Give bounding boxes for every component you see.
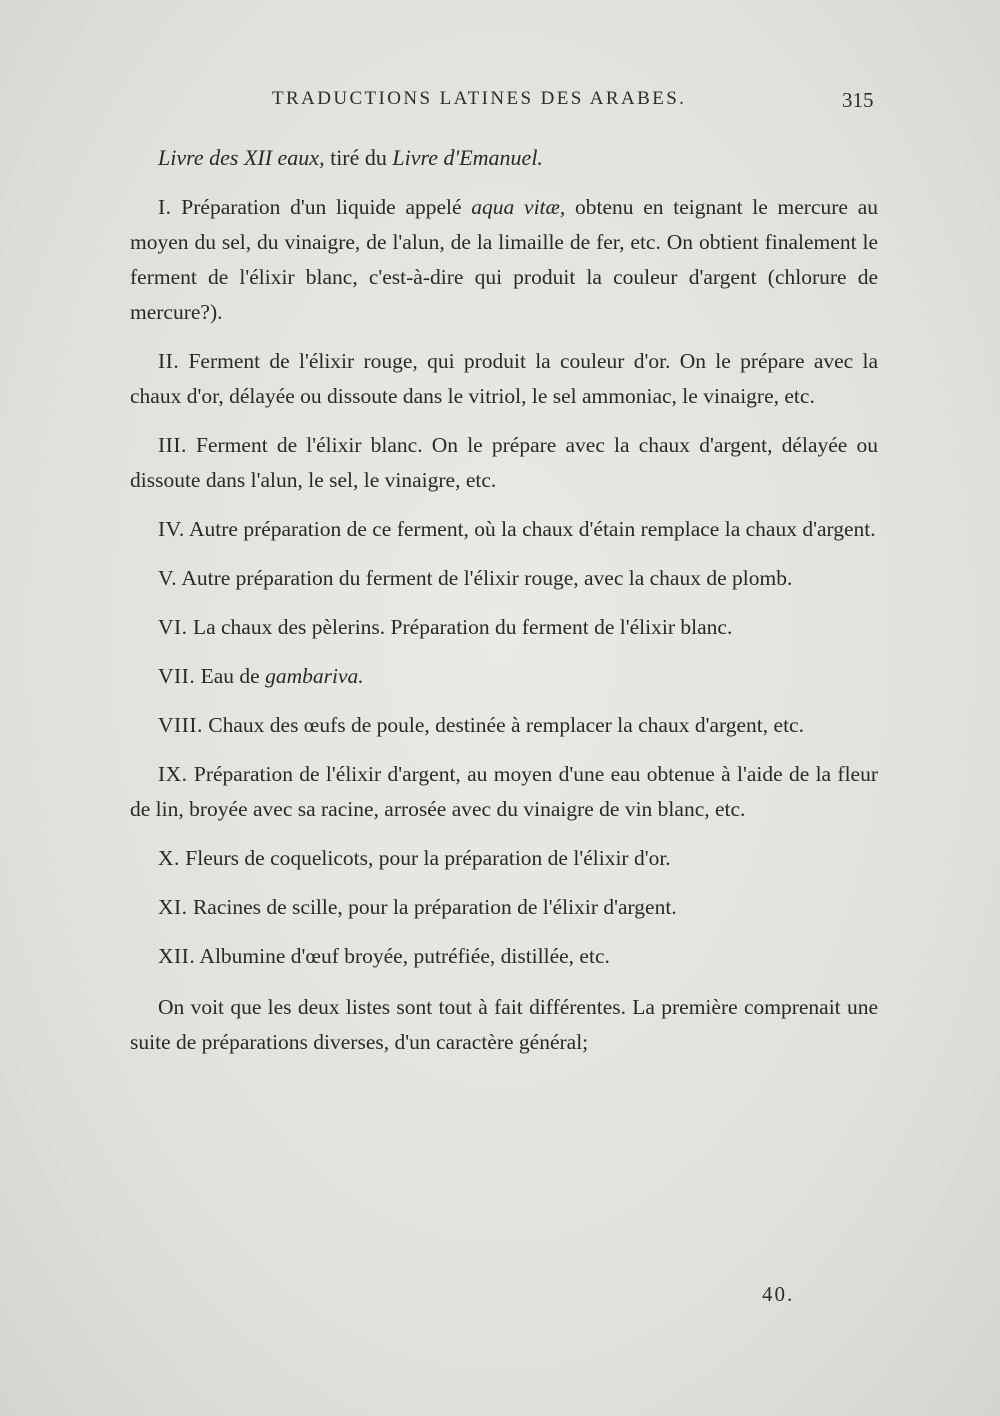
entry-numeral: VI. [158,615,188,639]
entry-9 [130,757,878,827]
entry-text: Racines de scille, pour la préparation de l'élixir d'argent. [187,895,677,919]
section-heading-source: Livre d'Emanuel. [392,145,543,170]
entry-italic-term: gambariva. [265,664,364,688]
section-heading-connector: tiré du [324,145,393,170]
entry-numeral: XII. [158,944,196,968]
body-text [130,140,878,1060]
entry-text: Ferment de l'élixir rouge, qui produit la couleur d'or. On le prépare avec la chaux d'or, délayée ou dissoute dans le vitriol, le sel ammoniac, le vinaigre, etc. [130,349,878,408]
entry-text: Autre préparation de ce ferment, où la chaux d'étain remplace la chaux d'argent. [184,517,876,541]
entry-8 [130,708,878,743]
entry-italic-term: aqua vitæ, [471,195,566,219]
entry-text: La chaux des pèlerins. Préparation du ferment de l'élixir blanc. [187,615,733,639]
section-heading-title: Livre des XII eaux, [158,145,325,170]
entry-numeral: V. [158,566,178,590]
entry-6 [130,610,878,645]
entry-text: Ferment de l'élixir blanc. On le prépare avec la chaux d'argent, délayée ou dissoute dans l'alun, le sel, le vinaigre, etc. [130,433,878,492]
entry-numeral: VII. [158,664,196,688]
entry-numeral: VIII. [158,713,203,737]
running-header [0,88,1000,118]
entry-4 [130,512,878,547]
page-number: 315 [842,88,874,112]
entry-text: Fleurs de coquelicots, pour la préparation de l'élixir d'or. [179,846,671,870]
entry-numeral: XI. [158,895,188,919]
entry-12 [130,939,878,974]
entry-text-continued: obtenu en teignant le mercure au moyen du sel, du vinaigre, de l'alun, de la limaille de fer, etc. On obtient finalement le ferment de l'élixir blanc, c'est-à-dire qui produit la couleur d'argent (chlorure de mercure?). [130,195,878,324]
entry-text: Chaux des œufs de poule, destinée à remplacer la chaux d'argent, etc. [202,713,804,737]
entry-numeral: IX. [158,762,188,786]
section-heading [130,140,878,175]
entry-numeral: II. [158,349,180,373]
running-title: TRADUCTIONS LATINES DES ARABES. [272,88,687,109]
entry-text: Préparation de l'élixir d'argent, au moyen d'une eau obtenue à l'aide de la fleur de lin, broyée avec sa racine, arrosée avec du vinaigre de vin blanc, etc. [130,762,878,821]
entry-text: Préparation d'un liquide appelé [171,195,472,219]
closing-paragraph: On voit que les deux listes sont tout à fait différentes. La première comprenait une suite de préparations diverses, d'un caractère général; [130,995,878,1054]
entry-text: Eau de [195,664,266,688]
entry-7 [130,659,878,694]
entry-numeral: I. [158,195,172,219]
entry-11 [130,890,878,925]
entry-3 [130,428,878,498]
entry-text: Autre préparation du ferment de l'élixir rouge, avec la chaux de plomb. [177,566,793,590]
signature-mark: 40. [762,1282,795,1306]
entry-10 [130,841,878,876]
entry-1 [130,190,878,330]
entry-5 [130,561,878,596]
entry-2 [130,344,878,414]
entry-numeral: III. [158,433,187,457]
entry-text: Albumine d'œuf broyée, putréfiée, distillée, etc. [195,944,610,968]
entry-numeral: X. [158,846,180,870]
entry-numeral: IV. [158,517,185,541]
